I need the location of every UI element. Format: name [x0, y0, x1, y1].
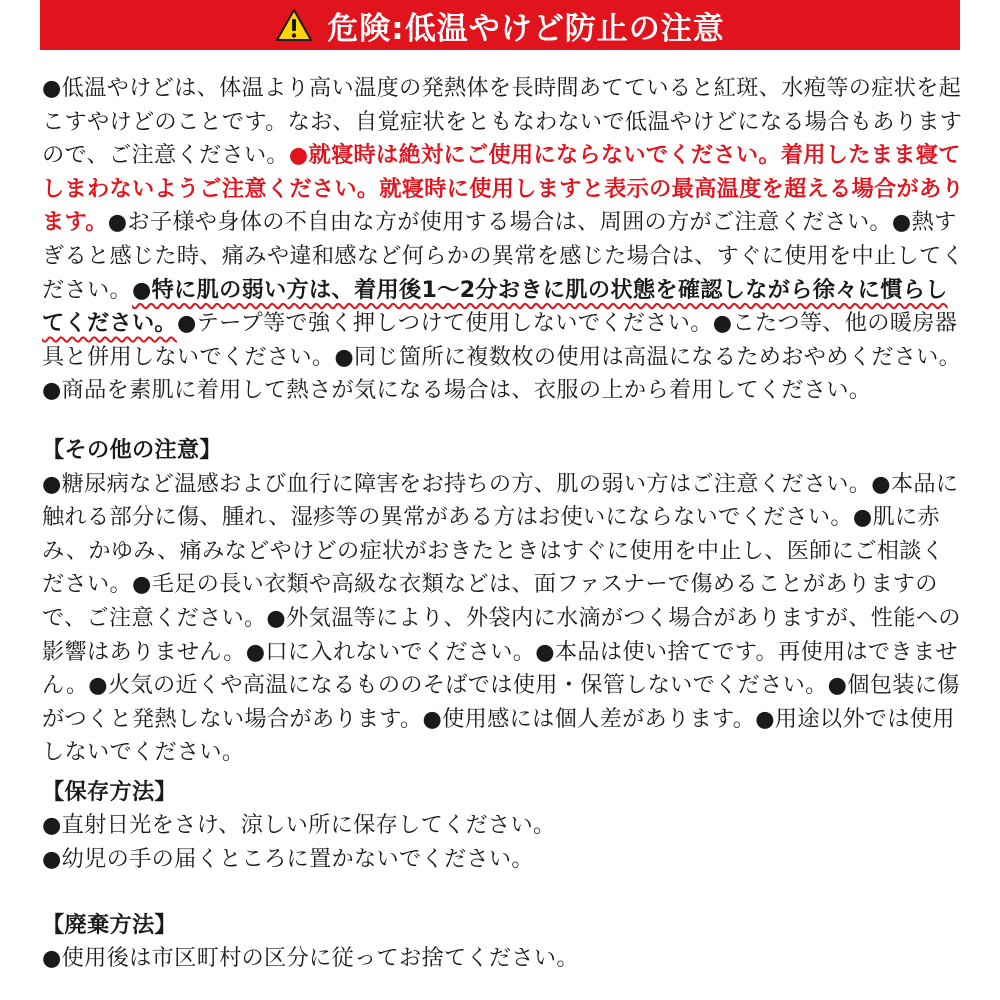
other-text: ●糖尿病など温感および血行に障害をお持ちの方、肌の弱い方はご注意ください。●本品に触れる部分に傷、腫れ、湿疹等の異常がある方はお使いにならないでください。●肌に赤み、かゆみ、痛みなどやけどの症状がおきたときはすぐに使用を中止し、医師にご相談ください。●毛足の長い衣類や高級な衣類などは、面ファスナーで傷めることがありますので、ご注意ください。●外気温等により、外袋内に水滴がつく場合がありますが、性能への影響はありません。●口に入れないでください。●本品は使い捨てです。再使用はできません。●火気の近くや高温になるもののそばでは使用・保管しないでください。●個包装に傷がつくと発熱しない場合があります。●使用感には個人差があります。●用途以外では使用しないでください。 [42, 470, 961, 766]
notice-content [42, 72, 964, 976]
storage-item: ●直射日光をさけ、涼しい所に保存してください。 [42, 812, 556, 839]
danger-text-2: ●お子様や身体の不自由な方が使用する場合は、周囲の方がご注意ください。●熱すぎると感じた時、痛みや違和感など何らかの異常を感じた場合は、すぐに使用を中止してください。 [42, 209, 964, 303]
other-heading: 【その他の注意】 [42, 436, 222, 463]
disposal-heading: 【廃棄方法】 [42, 911, 177, 938]
danger-red-warning: ●就寝時は絶対にご使用にならないでください。着用したまま寝てしまわないようご注意ください。就寝時に使用しますと表示の最高温度を超える場合があります。 [42, 142, 964, 236]
danger-text-1: ●低温やけどは、体温より高い温度の発熱体を長時間あてていると紅斑、水疱等の症状を起こすやけどのことです。なお、自覚症状をともなわないで低温やけどになる場合もありますので、ご注意ください。 [42, 75, 963, 169]
disposal-item: ●使用後は市区町村の区分に従ってお捨てください。 [42, 945, 579, 972]
banner-title: 危険:低温やけど防止の注意 [327, 10, 725, 47]
warning-banner [40, 0, 960, 50]
storage-heading: 【保存方法】 [42, 778, 177, 805]
storage-item: ●幼児の手の届くところに置かないでください。 [42, 846, 534, 873]
warning-icon [275, 8, 313, 42]
danger-section [42, 72, 964, 408]
danger-text-3: ●テープ等で強く押しつけて使用しないでください。●こたつ等、他の暖房器具と併用しないでください。●同じ箇所に複数枚の使用は高温になるためおやめください。●商品を素肌に着用して熱さが気になる場合は、衣服の上から着用してください。 [42, 310, 962, 404]
danger-wavy-emphasis: ●特に肌の弱い方は、着用後1～2分おきに肌の状態を確認しながら徐々に慣らしてください。 [42, 276, 948, 337]
